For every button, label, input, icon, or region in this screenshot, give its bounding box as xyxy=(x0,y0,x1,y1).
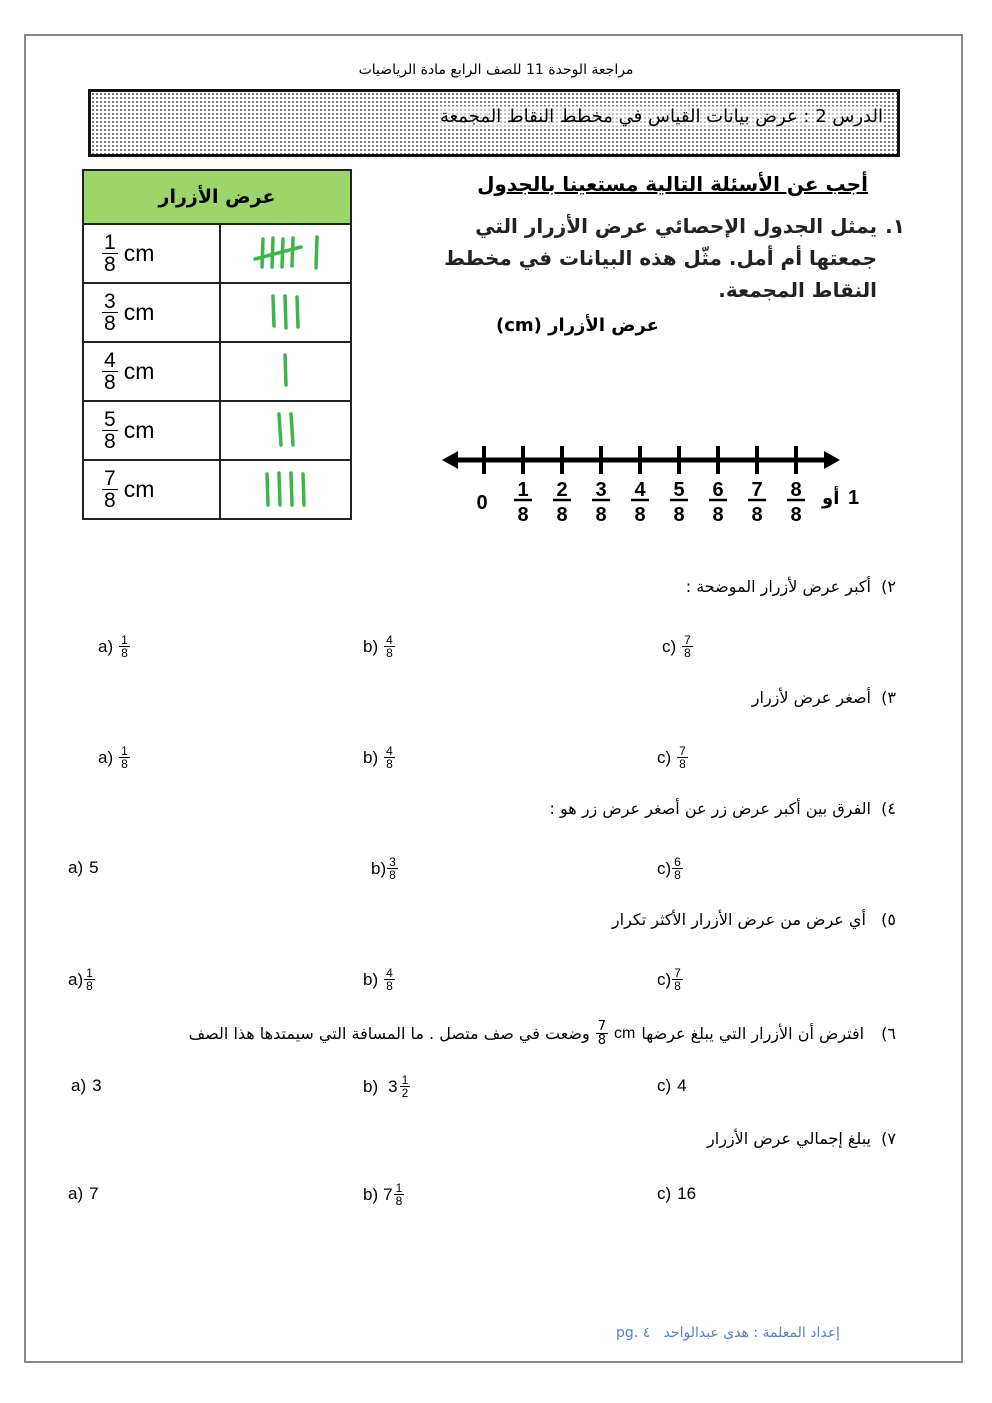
option-label: b) xyxy=(363,969,379,989)
tick-label-denominator: 8 xyxy=(751,504,763,526)
question-text: أصغر عرض لأزرار xyxy=(751,688,871,707)
option-numerator: 4 xyxy=(386,966,393,980)
question-number: ٣) xyxy=(881,688,896,707)
measure-denominator: 8 xyxy=(104,371,116,394)
q4-option-a[interactable] xyxy=(68,858,99,878)
option-numerator: 1 xyxy=(121,744,128,758)
q7-option-c[interactable] xyxy=(657,1184,696,1204)
option-numerator: 7 xyxy=(674,966,681,980)
table-header: عرض الأزرار xyxy=(83,170,351,224)
option-value: 3 xyxy=(92,1076,102,1095)
option-denominator: 8 xyxy=(395,1194,403,1208)
question-4 xyxy=(550,799,896,818)
option-denominator: 8 xyxy=(386,757,393,771)
option-label: c) xyxy=(657,1184,672,1203)
question-number: ٢) xyxy=(881,577,896,596)
option-numerator: 1 xyxy=(401,1073,409,1087)
question-7 xyxy=(707,1129,896,1148)
option-denominator: 8 xyxy=(674,868,681,882)
tick-label-denominator: 8 xyxy=(517,504,529,526)
option-numerator: 7 xyxy=(679,744,686,758)
option-label: a) xyxy=(98,636,114,656)
option-numerator: 1 xyxy=(395,1181,403,1195)
measure-unit: cm xyxy=(123,299,155,325)
left-arrow-icon xyxy=(442,451,458,469)
question-text: وضعت في صف متصل . ما المسافة التي سيمتدها هذا الصف xyxy=(188,1024,590,1043)
question-text: يمثل الجدول الإحصائي عرض الأزرار التي جمعتها أم أمل. مثّل هذه البيانات في مخطط النقاط المجمعة. xyxy=(444,214,877,302)
q4-option-c[interactable] xyxy=(657,856,683,881)
option-numerator: 7 xyxy=(684,633,691,647)
measure-numerator: 5 xyxy=(104,408,116,431)
option-label: a) xyxy=(68,858,84,877)
tick-label-numerator: 4 xyxy=(634,479,646,501)
option-denominator: 8 xyxy=(121,757,128,771)
question-2 xyxy=(686,577,896,596)
option-numerator: 4 xyxy=(386,633,393,647)
tick-label-numerator: 7 xyxy=(751,479,763,501)
option-numerator: 1 xyxy=(86,966,93,980)
tick-label-denominator: 8 xyxy=(673,504,685,526)
q7-option-a[interactable] xyxy=(68,1184,99,1204)
option-value: 7 xyxy=(89,1184,99,1203)
option-label: c) xyxy=(657,1076,672,1095)
option-label: a) xyxy=(68,969,84,989)
measure-denominator: 8 xyxy=(104,253,116,276)
tally-marks xyxy=(235,286,335,336)
lesson-box xyxy=(88,89,900,157)
tally-marks xyxy=(235,345,335,395)
measure-unit: cm xyxy=(123,476,155,502)
option-denominator: 2 xyxy=(401,1086,409,1100)
question-3 xyxy=(752,688,896,707)
tick-label-denominator: 8 xyxy=(634,504,646,526)
question-text: افترض أن الأزرار التي يبلغ عرضها xyxy=(641,1024,865,1043)
option-numerator: 6 xyxy=(674,855,681,869)
option-label: c) xyxy=(657,969,672,989)
question-6 xyxy=(189,1020,896,1047)
table-row xyxy=(83,460,351,519)
q4-option-b[interactable] xyxy=(371,856,398,881)
fraction-numerator: 7 xyxy=(597,1019,607,1034)
option-label: a) xyxy=(98,747,114,767)
number-line xyxy=(440,438,860,528)
or-label: أو xyxy=(822,488,840,509)
one-label: 1 xyxy=(848,487,860,509)
measure-denominator: 8 xyxy=(104,312,116,335)
option-whole: 7 xyxy=(383,1184,393,1204)
option-label: c) xyxy=(657,747,672,767)
tick-label-zero: 0 xyxy=(476,492,488,514)
option-whole: 3 xyxy=(388,1076,398,1096)
page-header: مراجعة الوحدة 11 للصف الرابع مادة الرياضيات xyxy=(358,62,634,78)
tally-marks xyxy=(235,463,335,513)
option-numerator: 3 xyxy=(389,855,396,869)
measure-numerator: 7 xyxy=(104,467,116,490)
measure-numerator: 4 xyxy=(104,349,116,372)
q6-option-a[interactable] xyxy=(71,1076,102,1096)
measure-unit: cm xyxy=(123,417,155,443)
number-line-title: عرض الأزرار (cm) xyxy=(496,315,659,336)
measure-unit: cm xyxy=(123,358,155,384)
q5-option-b[interactable] xyxy=(363,967,395,992)
q2-option-b[interactable] xyxy=(363,634,395,659)
question-number: ١. xyxy=(885,214,905,238)
option-denominator: 8 xyxy=(86,979,93,993)
question-unit: cm xyxy=(614,1024,636,1042)
option-denominator: 8 xyxy=(389,868,396,882)
tally-table xyxy=(82,169,352,520)
option-value: 16 xyxy=(677,1184,697,1203)
tally-marks xyxy=(235,227,335,277)
option-denominator: 8 xyxy=(679,757,686,771)
tick-label-denominator: 8 xyxy=(556,504,568,526)
measure-denominator: 8 xyxy=(104,430,116,453)
footer-author: إعداد المعلمة : هدى عبدالواحد xyxy=(663,1325,840,1341)
measure-unit: cm xyxy=(123,240,155,266)
tally-marks xyxy=(235,404,335,454)
fraction-denominator: 8 xyxy=(597,1033,607,1048)
option-numerator: 1 xyxy=(121,633,128,647)
q3-option-b[interactable] xyxy=(363,745,395,770)
measure-numerator: 1 xyxy=(104,231,116,254)
q2-option-c[interactable] xyxy=(662,634,693,659)
question-fraction xyxy=(596,1020,608,1047)
tick-label-numerator: 8 xyxy=(790,479,802,501)
option-label: b) xyxy=(363,747,379,767)
q5-option-c[interactable] xyxy=(657,967,683,992)
tick-label-denominator: 8 xyxy=(712,504,724,526)
option-denominator: 8 xyxy=(121,646,128,660)
option-denominator: 8 xyxy=(674,979,681,993)
option-value: 4 xyxy=(677,1076,687,1095)
q6-option-b[interactable] xyxy=(363,1074,410,1099)
option-label: a) xyxy=(68,1184,84,1203)
footer xyxy=(616,1325,840,1341)
measure-numerator: 3 xyxy=(104,290,116,313)
question-text: يبلغ إجمالي عرض الأزرار xyxy=(707,1129,871,1148)
question-text: أكبر عرض لأزرار الموضحة : xyxy=(685,577,871,596)
option-label: b) xyxy=(363,1184,379,1204)
question-number: ٦) xyxy=(881,1024,896,1043)
tick-label-numerator: 6 xyxy=(712,479,724,501)
option-denominator: 8 xyxy=(386,979,393,993)
q3-option-c[interactable] xyxy=(657,745,688,770)
tick-label-numerator: 1 xyxy=(517,479,529,501)
q5-option-a[interactable] xyxy=(68,967,95,992)
q2-option-a[interactable] xyxy=(98,634,130,659)
option-denominator: 8 xyxy=(684,646,691,660)
question-text: الفرق بين أكبر عرض زر عن أصغر عرض زر هو : xyxy=(549,799,871,818)
tick-label-denominator: 8 xyxy=(595,504,607,526)
table-row xyxy=(83,401,351,460)
option-label: b) xyxy=(363,1076,379,1096)
right-arrow-icon xyxy=(824,451,840,469)
footer-page: pg. ٤ xyxy=(616,1325,651,1341)
q3-option-a[interactable] xyxy=(98,745,130,770)
question-number: ٤) xyxy=(881,799,896,818)
tick-label-denominator: 8 xyxy=(790,504,802,526)
tick-label-numerator: 3 xyxy=(595,479,607,501)
option-label: b) xyxy=(371,858,387,878)
question-1 xyxy=(437,210,905,306)
question-number: ٥) xyxy=(881,910,896,929)
option-label: c) xyxy=(662,636,677,656)
table-row xyxy=(83,224,351,283)
option-label: b) xyxy=(363,636,379,656)
option-value: 5 xyxy=(89,858,99,877)
tick-label-numerator: 5 xyxy=(673,479,685,501)
q7-option-b[interactable] xyxy=(363,1182,404,1207)
q6-option-c[interactable] xyxy=(657,1076,687,1096)
lesson-title: الدرس 2 : عرض بيانات القياس في مخطط النقاط المجمعة xyxy=(439,106,883,127)
option-label: c) xyxy=(657,858,672,878)
measure-denominator: 8 xyxy=(104,489,116,512)
table-row xyxy=(83,342,351,401)
tick-label-numerator: 2 xyxy=(556,479,568,501)
option-label: a) xyxy=(71,1076,87,1095)
question-text: أي عرض من عرض الأزرار الأكثر تكرار xyxy=(611,910,866,929)
question-5 xyxy=(612,910,896,929)
table-row xyxy=(83,283,351,342)
option-denominator: 8 xyxy=(386,646,393,660)
question-number: ٧) xyxy=(881,1129,896,1148)
instructions: أجب عن الأسئلة التالية مستعينا بالجدول xyxy=(477,172,868,196)
option-numerator: 4 xyxy=(386,744,393,758)
